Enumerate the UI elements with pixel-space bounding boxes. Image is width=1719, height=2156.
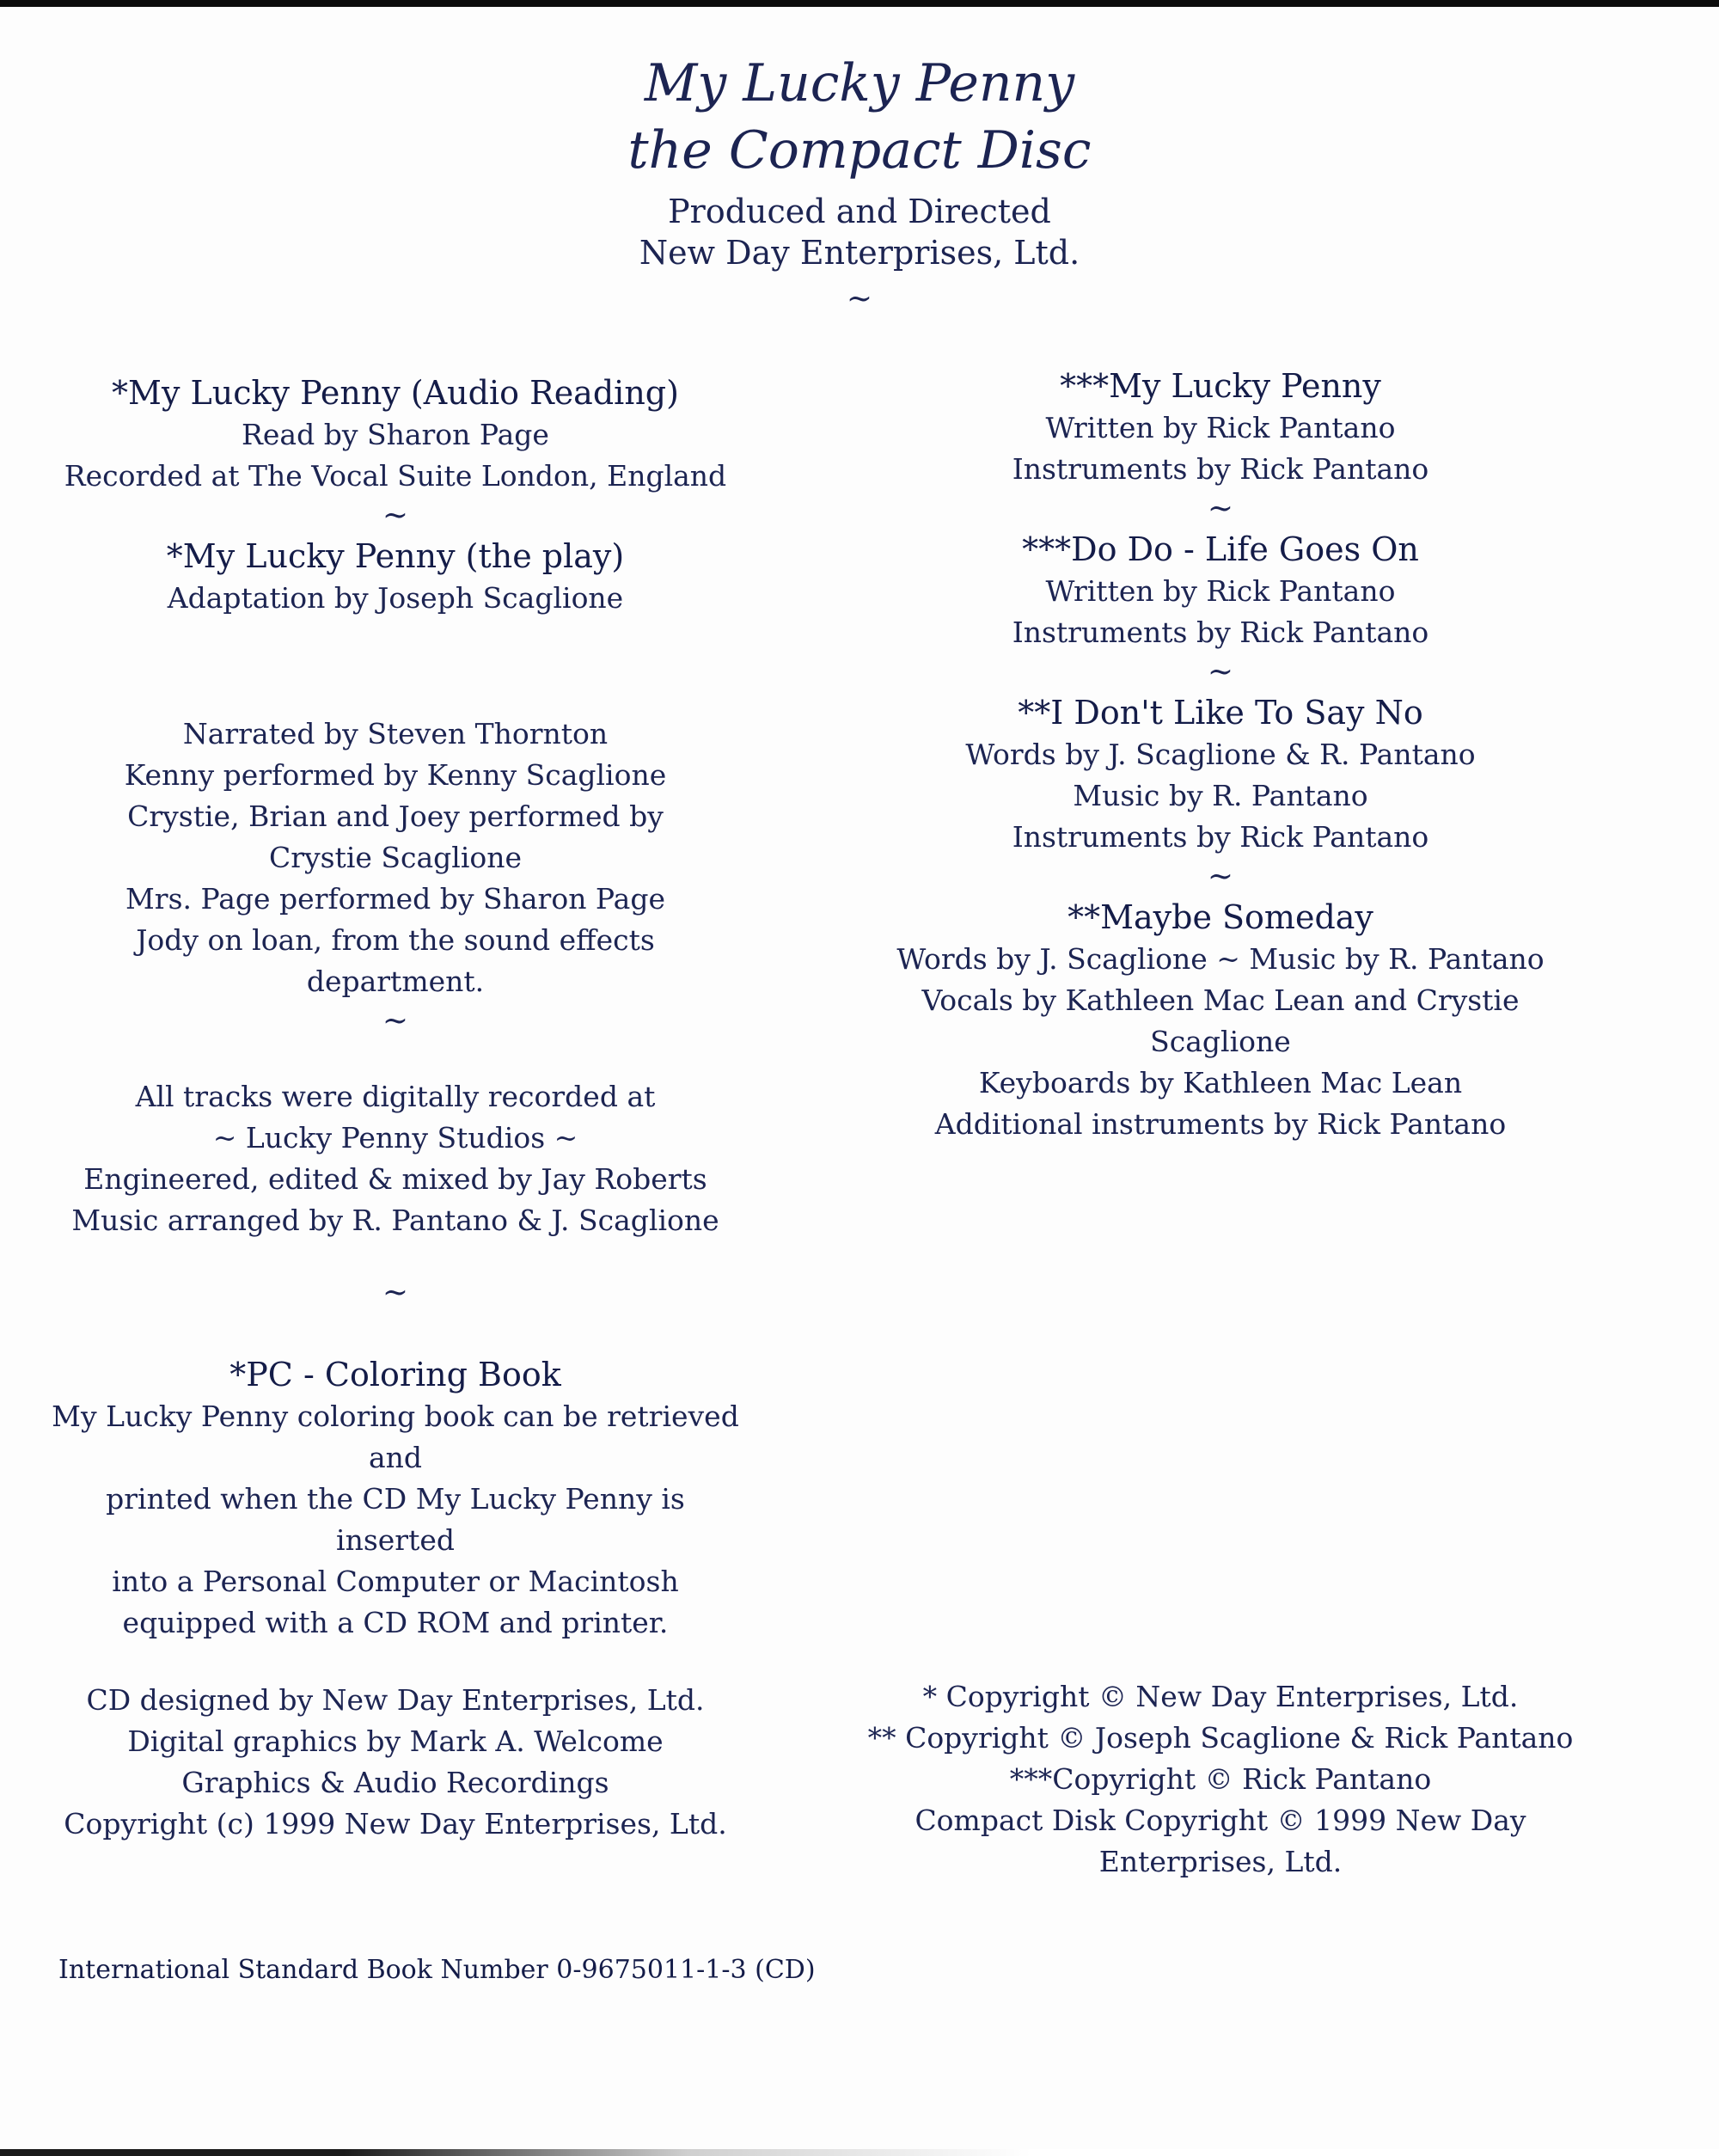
- song-1-line-1: Written by Rick Pantano: [1045, 411, 1396, 444]
- songs-section: [860, 364, 1581, 1145]
- pc-coloring-heading: *PC - Coloring Book: [229, 1356, 561, 1393]
- studio-section: [52, 1076, 739, 1241]
- play-heading: *My Lucky Penny (the play): [166, 537, 625, 575]
- header: [430, 50, 1289, 318]
- song-2-line-2: Instruments by Rick Pantano: [1012, 616, 1429, 649]
- studio-line-4: Music arranged by R. Pantano & J. Scaglione: [71, 1204, 719, 1237]
- cast-line-5: Mrs. Page performed by Sharon Page: [125, 882, 665, 916]
- song-2-heading: ***Do Do - Life Goes On: [1022, 530, 1419, 568]
- pc-line-2: printed when the CD My Lucky Penny is inserted: [106, 1482, 685, 1557]
- pc-line-4: equipped with a CD ROM and printer.: [122, 1606, 669, 1639]
- pc-coloring-section: [52, 1353, 739, 1644]
- audio-reading-heading: *My Lucky Penny (Audio Reading): [112, 374, 679, 412]
- song-4-line-2: Vocals by Kathleen Mac Lean and Crystie Scaglione: [921, 983, 1520, 1058]
- copyright-line-1: * Copyright © New Day Enterprises, Ltd.: [922, 1680, 1519, 1713]
- credits-line-3: Graphics & Audio Recordings: [181, 1766, 609, 1799]
- studio-line-1: All tracks were digitally recorded at: [135, 1080, 656, 1113]
- pc-line-3: into a Personal Computer or Macintosh: [112, 1565, 679, 1598]
- header-divider: ~: [846, 281, 873, 316]
- cast-line-2: Kenny performed by Kenny Scaglione: [124, 758, 667, 792]
- song-4-heading: **Maybe Someday: [1067, 898, 1373, 936]
- left-divider-2-wrap: [52, 1002, 739, 1040]
- song-3-heading: **I Don't Like To Say No: [1018, 694, 1423, 732]
- left-divider-2: ~: [382, 1003, 409, 1038]
- audio-line-2: Recorded at The Vocal Suite London, England: [64, 459, 727, 493]
- copyright-section: [860, 1676, 1581, 1883]
- credits-line-1: CD designed by New Day Enterprises, Ltd.: [86, 1683, 705, 1717]
- left-divider-3: ~: [382, 1275, 409, 1310]
- cast-line-4: Crystie Scaglione: [268, 841, 523, 874]
- song-4-line-4: Additional instruments by Rick Pantano: [934, 1107, 1507, 1141]
- studio-line-2: ~ Lucky Penny Studios ~: [212, 1121, 578, 1155]
- scan-edge-bottom: [0, 2149, 1719, 2156]
- copyright-line-4: Compact Disk Copyright © 1999 New Day Enterprises, Ltd.: [915, 1804, 1526, 1878]
- audio-line-1: Read by Sharon Page: [242, 418, 549, 451]
- right-divider-1: ~: [1207, 491, 1234, 526]
- credits-line-2: Digital graphics by Mark A. Welcome: [127, 1724, 664, 1758]
- pc-line-1: My Lucky Penny coloring book can be retrieved and: [52, 1400, 739, 1474]
- left-divider-1: ~: [382, 498, 409, 533]
- cast-line-1: Narrated by Steven Thornton: [182, 717, 609, 750]
- title-line-2: the Compact Disc: [627, 120, 1092, 181]
- copyright-line-3: ***Copyright © Rick Pantano: [1009, 1762, 1432, 1796]
- song-4-line-1: Words by J. Scaglione ~ Music by R. Pantano: [896, 942, 1545, 976]
- song-3-line-1: Words by J. Scaglione & R. Pantano: [965, 738, 1476, 771]
- song-4-line-3: Keyboards by Kathleen Mac Lean: [978, 1066, 1463, 1099]
- credits-section: [52, 1680, 739, 1845]
- play-line-1: Adaptation by Joseph Scaglione: [167, 581, 624, 615]
- cast-line-3: Crystie, Brian and Joey performed by: [127, 799, 664, 833]
- right-divider-2: ~: [1207, 654, 1234, 689]
- scan-edge-top: [0, 0, 1719, 7]
- produced-line-1: Produced and Directed: [668, 193, 1051, 230]
- song-3-line-3: Instruments by Rick Pantano: [1012, 820, 1429, 854]
- copyright-line-2: ** Copyright © Joseph Scaglione & Rick Pantano: [867, 1721, 1574, 1755]
- title-line-1: My Lucky Penny: [644, 53, 1075, 113]
- audio-reading-section: [52, 371, 739, 619]
- cast-section: [52, 714, 739, 1002]
- right-divider-3: ~: [1207, 859, 1234, 894]
- song-2-line-1: Written by Rick Pantano: [1045, 574, 1396, 608]
- cast-line-6: Jody on loan, from the sound effects department.: [136, 923, 655, 998]
- left-divider-3-wrap: [52, 1274, 739, 1312]
- song-1-line-2: Instruments by Rick Pantano: [1012, 452, 1429, 486]
- song-3-line-2: Music by R. Pantano: [1073, 779, 1368, 812]
- studio-line-3: Engineered, edited & mixed by Jay Roberts: [83, 1162, 707, 1196]
- produced-line-2: New Day Enterprises, Ltd.: [639, 234, 1080, 272]
- song-1-heading: ***My Lucky Penny: [1060, 367, 1381, 405]
- isbn-line: International Standard Book Number 0-9675011-1-3 (CD): [58, 1955, 816, 1985]
- credits-line-4: Copyright (c) 1999 New Day Enterprises, Ltd.: [64, 1807, 727, 1841]
